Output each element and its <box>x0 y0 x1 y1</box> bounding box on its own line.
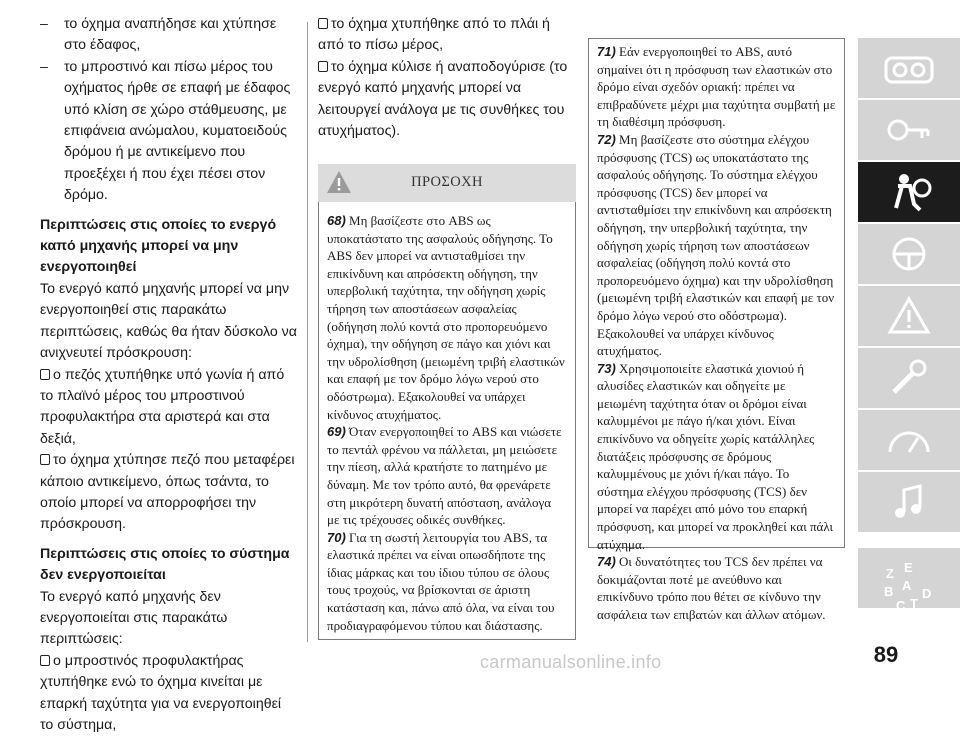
text-column-middle <box>318 14 576 142</box>
checkbox-icon <box>318 61 328 72</box>
gauge-icon <box>880 418 938 462</box>
svg-text:B: B <box>884 584 894 599</box>
note-69: 69) Όταν ενεργοποιηθεί το ABS και νιώσετε το πεντάλ φρένου να πάλλεται, μη μειώσετε την πίεση, αλλά κρατήστε το πατημένο με δύναμη. Με τον τρόπο αυτό, θα φρενάρετε στη μικρότερη δυνατή απόσταση, ανάλογα με τις τρέχουσες οδικές συνθήκες. <box>327 424 562 528</box>
checkbox-item: το όχημα κύλισε ή αναποδογύρισε (το ενεργό καπό μηχανής μπορεί να λειτουργεί ανάλογα με τις συνθήκες του ατυχήματος). <box>318 58 568 140</box>
checkbox-item: το όχημα χτυπήθηκε από το πλάι ή από το πίσω μέρος, <box>318 16 550 54</box>
note-74: 74) Οι δυνατότητες του TCS δεν πρέπει να δοκιμάζονται ποτέ με ανεύθυνο και επικίνδυνο τρόπο που θέτει σε κίνδυνο την ασφάλεια των επιβατών και άλλων ατόμων. <box>597 554 826 622</box>
note-71: 71) Εάν ενεργοποιηθεί το ABS, αυτό σημαίνει ότι η πρόσφυση των ελαστικών στο δρόμο είναι σχεδόν οριακή: πρέπει να επιβραδύνετε μέχρι μια ταχύτητα συμβατή με τη διαθέσιμη πρόσφυση. <box>597 44 836 130</box>
caution-box-continued <box>588 38 845 622</box>
alphabet-index-icon <box>880 556 938 616</box>
checkbox-item: ο πεζός χτυπήθηκε υπό γωνία ή από το πλαϊνό μέρος του μπροστινού προφυλακτήρα στα αριστερά και στα δεξιά, <box>40 366 285 447</box>
paragraph: Το ενεργό καπό μηχανής μπορεί να μην ενεργοποιηθεί στις παρακάτω περιπτώσεις, καθώς θα ήταν δύσκολο να ανιχνευτεί πρόσκρουση: <box>40 280 297 362</box>
checkbox-icon <box>40 369 50 380</box>
car-dashboard-icon <box>880 46 938 90</box>
checkbox-icon <box>40 454 50 465</box>
list-item-text: το όχημα αναπήδησε και χτύπησε στο έδαφος, <box>64 16 277 54</box>
tab-emergency[interactable] <box>858 286 960 346</box>
column-divider <box>307 22 308 642</box>
svg-text:Z: Z <box>886 566 894 581</box>
tab-multimedia[interactable] <box>858 472 960 532</box>
checkbox-icon <box>318 18 328 29</box>
checkbox-item: ο μπροστινός προφυλακτήρας χτυπήθηκε ενώ το όχημα κινείται με επαρκή ταχύτητα για να ενεργοποιηθεί το σύστημα, <box>40 652 282 733</box>
chapter-tabs <box>858 0 960 678</box>
list-item-text: το μπροστινό και πίσω μέρος του οχήματος ήρθε σε επαφή με έδαφος υπό κλίση σε χώρο στάθμευσης, με επιφάνεια ανώμαλου, κυματοειδούς δρόμου ή με αντικείμενο που προεξέχει ή που έχει πέσει στον δρόμο. <box>64 58 291 204</box>
checkbox-item: το όχημα χτύπησε πεζό που μεταφέρει κάποιο αντικείμενο, όπως τσάντα, το οποίο μπορεί να απορροφήσει την πρόσκρουση. <box>40 452 295 533</box>
music-note-icon <box>880 480 938 524</box>
tab-safety[interactable] <box>858 162 960 222</box>
warning-triangle-icon <box>880 294 938 338</box>
wrench-icon <box>880 356 938 400</box>
watermark: carmanualsonline.info <box>480 652 662 672</box>
tab-starting[interactable] <box>858 224 960 284</box>
steering-wheel-icon <box>880 232 938 276</box>
tab-index[interactable] <box>858 548 960 613</box>
paragraph: Το ενεργό καπό μηχανής δεν ενεργοποιείται στις παρακάτω περιπτώσεις: <box>40 588 228 648</box>
svg-text:C: C <box>896 598 906 613</box>
section-heading: Περιπτώσεις στις οποίες το ενεργό καπό μηχανής μπορεί να μην ενεργοποιηθεί <box>40 216 277 276</box>
key-icon <box>880 108 938 152</box>
caution-title: ΠΡΟΣΟΧΗ <box>411 174 483 190</box>
svg-text:D: D <box>922 586 932 601</box>
svg-text:A: A <box>902 578 912 593</box>
caution-header <box>318 164 576 202</box>
tab-specs[interactable] <box>858 410 960 470</box>
svg-text:E: E <box>904 560 913 575</box>
page-number: 89 <box>873 642 899 667</box>
list-item: – το μπροστινό και πίσω μέρος του οχήματος ήρθε σε επαφή με έδαφος υπό κλίση σε χώρο στάθμευσης, με επιφάνεια ανώμαλου, κυματοειδούς δρόμου ή με αντικείμενο που προεξέχει ή που έχει πέσει στον δρόμο. <box>40 57 298 207</box>
tab-maintenance[interactable] <box>858 348 960 408</box>
airbag-seat-icon <box>880 170 938 214</box>
svg-text:T: T <box>910 596 918 611</box>
note-73: 73) Χρησιμοποιείτε ελαστικά χιονιού ή αλυσίδες ελαστικών και οδηγείτε με μειωμένη ταχύτητα όταν οι δρόμοι είναι καλυμμένοι με πάγο ή/και χιόνι. Είναι επικίνδυνο να οδηγείτε χωρίς κατάλληλες διατάξεις πρόσφυσης σε δρόμους καλυμμένους με χιόνι ή/και πάγο. Το σύστημα ελέγχου πρόσφυσης (TCS) δεν μπορεί να παρέχει από μόνο του επαρκή πρόσφυση, και μπορεί να προκληθεί και πάλι ατύχημα. <box>597 360 833 552</box>
tab-dashboard[interactable] <box>858 38 960 98</box>
checkbox-icon <box>40 655 50 666</box>
section-heading: Περιπτώσεις στις οποίες το σύστημα δεν ενεργοποιείται <box>40 545 290 584</box>
text-column-left <box>40 14 298 736</box>
list-item: – το όχημα αναπήδησε και χτύπησε στο έδαφος, <box>40 14 298 57</box>
note-68: 68) Μη βασίζεστε στο ABS ως υποκατάστατο της ασφαλούς οδήγησης. Το ABS δεν μπορεί να αντισταθμίσει την επικίνδυνη και απρόσεκτη οδήγηση, την υπερβολική ταχύτητα, την οδήγηση χωρίς τήρηση των αποστάσεων ασφαλείας (οδήγηση πολύ κοντά στο προπορευόμενο όχημα), την οδήγηση σε πάγο και χιόνι και την υδρολίσθηση (μειωμένη τριβή ελαστικών και επαφή με τον δρόμο λόγω νερού στο οδόστρωμα). Εξακολουθεί να υπάρχει κίνδυνος ατυχήματος. <box>327 213 565 422</box>
tab-warnings[interactable] <box>858 100 960 160</box>
note-70: 70) Για τη σωστή λειτουργία του ABS, τα ελαστικά πρέπει να είναι οπωσδήποτε της ίδιας μάρκας και του ίδιου τύπου σε όλους τους τροχούς, να βρίσκονται σε άριστη κατάσταση και, πάνω από όλα, να είναι του προδιαγραφόμενου τύπου και διάστασης. <box>327 529 555 633</box>
note-72: 72) Μη βασίζεστε στο σύστημα ελέγχου πρόσφυσης (TCS) ως υποκατάστατο της ασφαλούς οδήγησης. Το σύστημα ελέγχου πρόσφυσης (TCS) δεν μπορεί να αντισταθμίσει την επικίνδυνη και απρόσεκτη οδήγηση, την υπερβολική ταχύτητα, την οδήγηση χωρίς τήρηση των αποστάσεων ασφαλείας (οδήγηση πολύ κοντά στο προπορευόμενο όχημα) και την υδρολίσθηση (μειωμένη τριβή ελαστικών και επαφή με τον δρόμο λόγω νερού στο οδόστρωμα). Εξακολουθεί να υπάρχει κίνδυνος ατυχήματος. <box>597 131 835 359</box>
caution-box <box>318 202 576 640</box>
